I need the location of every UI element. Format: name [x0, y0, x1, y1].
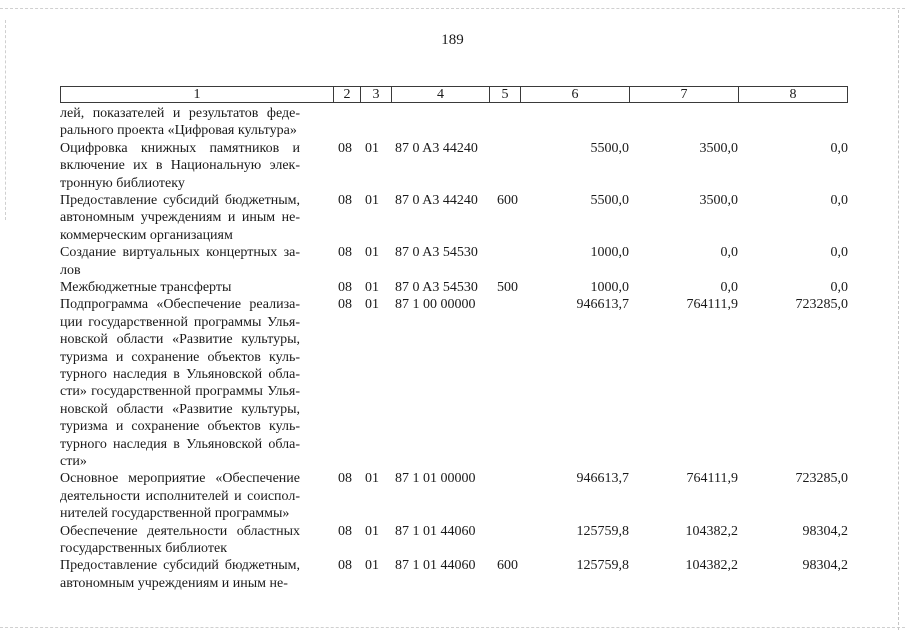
code-rz: 08: [338, 523, 352, 539]
header-col-4: 4: [392, 87, 490, 102]
description-line: туризма и сохранение объектов куль-: [60, 419, 300, 435]
description-line: Предоставление субсидий бюджетным,: [60, 558, 300, 574]
amount-y1: 946613,7: [576, 471, 629, 487]
description-line: новской области «Развитие культуры,: [60, 401, 300, 417]
amount-y1: 125759,8: [576, 558, 629, 574]
header-col-3: 3: [361, 87, 392, 102]
header-col-1: 1: [61, 87, 334, 102]
description-line: Предоставление субсидий бюджетным,: [60, 193, 300, 208]
code-vr: 600: [497, 193, 518, 208]
header-col-6: 6: [521, 87, 630, 102]
amount-y3: 723285,0: [795, 471, 848, 487]
description-line: Оцифровка книжных памятников и: [60, 140, 300, 156]
code-vr: 600: [497, 558, 518, 574]
amount-y2: 104382,2: [685, 558, 738, 574]
amount-y1: 1000,0: [590, 280, 629, 295]
description-line: Основное мероприятие «Обеспечение: [60, 471, 300, 487]
amount-y3: 0,0: [830, 140, 848, 156]
code-rz: 08: [338, 297, 352, 313]
code-rz: 08: [338, 558, 352, 574]
code-csr: 87 1 00 00000: [395, 297, 476, 313]
row-description: [60, 470, 300, 522]
code-csr: 87 1 01 00000: [395, 471, 476, 487]
code-csr: 87 1 01 44060: [395, 523, 476, 539]
description-line: тронную библиотеку: [60, 175, 185, 191]
row-description: [60, 140, 300, 192]
amount-y2: 764111,9: [686, 471, 738, 487]
code-csr: 87 0 A3 44240: [395, 140, 478, 156]
amount-y3: 0,0: [830, 280, 848, 295]
table-row: [60, 244, 850, 279]
amount-y2: 764111,9: [686, 297, 738, 313]
description-line: нителей государственной программы»: [60, 506, 290, 522]
code-rz: 08: [338, 140, 352, 156]
table-row: [60, 296, 850, 470]
amount-y2: 0,0: [720, 280, 738, 295]
table-row: [60, 470, 850, 522]
row-description: [60, 192, 300, 244]
amount-y2: 3500,0: [699, 140, 738, 156]
code-pr: 01: [365, 245, 379, 261]
description-line: лов: [60, 262, 81, 278]
code-csr: 87 0 A3 54530: [395, 245, 478, 261]
code-rz: 08: [338, 245, 352, 261]
amount-y3: 723285,0: [795, 297, 848, 313]
code-rz: 08: [338, 193, 352, 208]
amount-y2: 3500,0: [699, 193, 738, 208]
header-col-2: 2: [334, 87, 361, 102]
description-line: рального проекта «Цифровая культура»: [60, 123, 297, 139]
code-pr: 01: [365, 297, 379, 313]
description-line: включение их в Национальную элек-: [60, 158, 300, 174]
description-line: деятельности исполнителей и соиспол-: [60, 488, 300, 504]
amount-y3: 0,0: [830, 193, 848, 208]
description-line: турного наследия в Ульяновской обла-: [60, 367, 300, 383]
table-header: [60, 86, 848, 103]
table-row: [60, 140, 850, 192]
amount-y3: 0,0: [830, 245, 848, 261]
description-line: ции государственной программы Улья-: [60, 314, 300, 330]
description-line: Создание виртуальных концертных за-: [60, 245, 300, 261]
description-line: Межбюджетные трансферты: [60, 280, 232, 295]
description-line: Обеспечение деятельности областных: [60, 523, 300, 539]
row-description: [60, 244, 300, 279]
table-row: [60, 557, 850, 592]
header-col-7: 7: [630, 87, 739, 102]
code-csr: 87 0 A3 54530: [395, 280, 478, 295]
amount-y1: 5500,0: [590, 140, 629, 156]
table-row: [60, 192, 850, 244]
amount-y2: 0,0: [720, 245, 738, 261]
description-line: новской области «Развитие культуры,: [60, 332, 300, 348]
code-rz: 08: [338, 471, 352, 487]
row-description: [60, 296, 300, 470]
scan-edge-bottom: [0, 627, 905, 628]
header-col-8: 8: [789, 87, 797, 102]
description-line: сти»: [60, 454, 87, 470]
description-line: лей, показателей и результатов феде-: [60, 106, 300, 121]
scan-edge-right: [898, 10, 899, 630]
amount-y2: 104382,2: [685, 523, 738, 539]
row-description: [60, 105, 300, 140]
code-pr: 01: [365, 140, 379, 156]
description-line: сти» государственной программы Улья-: [60, 384, 300, 400]
code-rz: 08: [338, 280, 352, 295]
description-line: государственных библиотек: [60, 541, 228, 556]
scan-edge-left: [5, 20, 6, 220]
amount-y3: 98304,2: [802, 523, 848, 539]
row-description: [60, 557, 300, 592]
code-pr: 01: [365, 280, 379, 295]
code-pr: 01: [365, 558, 379, 574]
row-description: [60, 523, 300, 558]
table-row: [60, 279, 850, 296]
table-row: [60, 105, 850, 140]
amount-y1: 1000,0: [590, 245, 629, 261]
amount-y1: 5500,0: [590, 193, 629, 208]
amount-y3: 98304,2: [802, 558, 848, 574]
description-line: автономным учреждениям и иным не-: [60, 210, 300, 226]
description-line: автономным учреждениям и иным не-: [60, 575, 288, 591]
page-number: 189: [441, 32, 464, 48]
description-line: туризма и сохранение объектов куль-: [60, 349, 300, 365]
amount-y1: 946613,7: [576, 297, 629, 313]
scan-edge-top: [0, 8, 905, 9]
description-line: Подпрограмма «Обеспечение реализа-: [60, 297, 300, 313]
header-col-5: 5: [490, 87, 521, 102]
description-line: коммерческим организациям: [60, 227, 233, 243]
code-pr: 01: [365, 193, 379, 208]
code-csr: 87 0 A3 44240: [395, 193, 478, 208]
code-csr: 87 1 01 44060: [395, 558, 476, 574]
row-description: [60, 279, 300, 296]
code-pr: 01: [365, 471, 379, 487]
table-row: [60, 523, 850, 558]
amount-y1: 125759,8: [576, 523, 629, 539]
code-vr: 500: [497, 280, 518, 295]
description-line: турного наследия в Ульяновской обла-: [60, 436, 300, 452]
code-pr: 01: [365, 523, 379, 539]
